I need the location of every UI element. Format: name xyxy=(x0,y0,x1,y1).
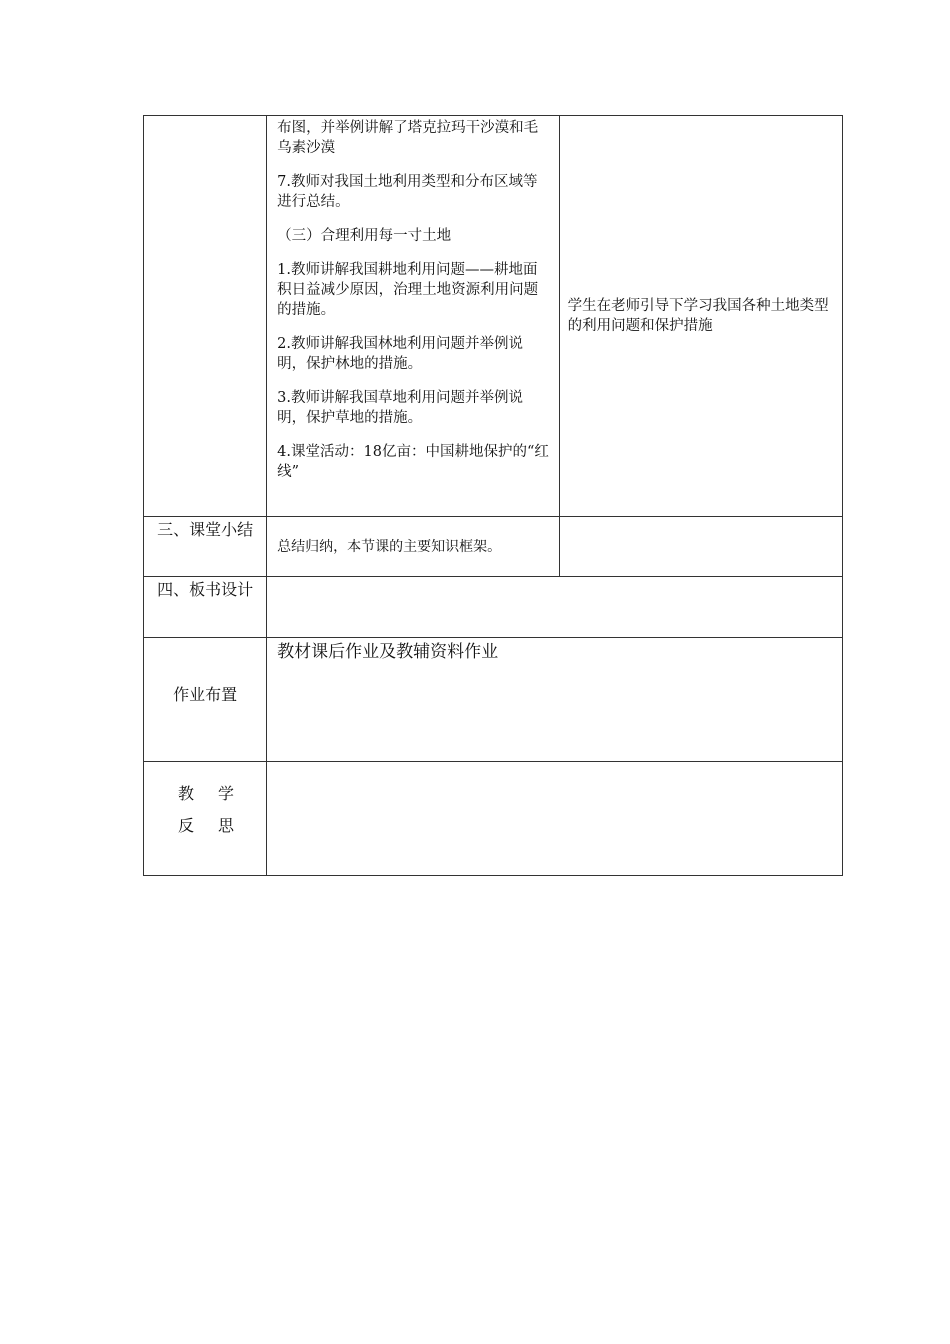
teacher-paragraph: 4.课堂活动：18亿亩：中国耕地保护的“红线” xyxy=(277,444,549,480)
lesson-plan-table xyxy=(143,115,843,876)
teacher-paragraph: 布图，并举例讲解了塔克拉玛干沙漠和毛乌素沙漠 xyxy=(277,120,539,156)
homework-content: 教材课后作业及教辅资料作业 xyxy=(277,642,499,662)
homework-row xyxy=(144,638,843,762)
summary-content: 总结归纳，本节课的主要知识框架。 xyxy=(277,538,502,555)
summary-student-cell xyxy=(559,517,842,577)
board-design-label: 四、板书设计 xyxy=(157,580,254,599)
teacher-paragraph: 7.教师对我国土地利用类型和分布区域等进行总结。 xyxy=(277,174,538,210)
teacher-paragraph: 3.教师讲解我国草地利用问题并举例说明，保护草地的措施。 xyxy=(277,390,524,426)
teacher-paragraph: 1.教师讲解我国耕地利用问题——耕地面积日益减少原因，治理土地资源利用问题的措施。 xyxy=(277,262,539,318)
reflection-label-char: 教 xyxy=(178,784,195,803)
reflection-content-cell xyxy=(267,762,843,876)
summary-label-cell xyxy=(144,517,267,577)
reflection-row xyxy=(144,762,843,876)
reflection-label xyxy=(144,762,266,842)
student-activity-cell xyxy=(559,116,842,517)
summary-row xyxy=(144,517,843,577)
reflection-label-cell xyxy=(144,762,267,876)
reflection-label-char: 反 xyxy=(178,816,195,835)
summary-label: 三、课堂小结 xyxy=(157,520,254,539)
homework-label: 作业布置 xyxy=(173,685,238,704)
student-activity-text: 学生在老师引导下学习我国各种土地类型的利用问题和保护措施 xyxy=(567,298,829,334)
board-design-row xyxy=(144,577,843,638)
reflection-label-char: 思 xyxy=(218,816,235,835)
activity-row xyxy=(144,116,843,517)
teacher-paragraph: 2.教师讲解我国林地利用问题并举例说明，保护林地的措施。 xyxy=(277,336,524,372)
summary-content-cell xyxy=(267,517,559,577)
activity-label-cell xyxy=(144,116,267,517)
teacher-paragraph: （三）合理利用每一寸土地 xyxy=(277,228,452,244)
reflection-label-char: 学 xyxy=(218,784,235,803)
board-design-label-cell xyxy=(144,577,267,638)
homework-content-cell xyxy=(267,638,843,762)
homework-label-cell xyxy=(144,638,267,762)
board-design-content-cell xyxy=(267,577,843,638)
teacher-activity-cell xyxy=(267,116,559,517)
